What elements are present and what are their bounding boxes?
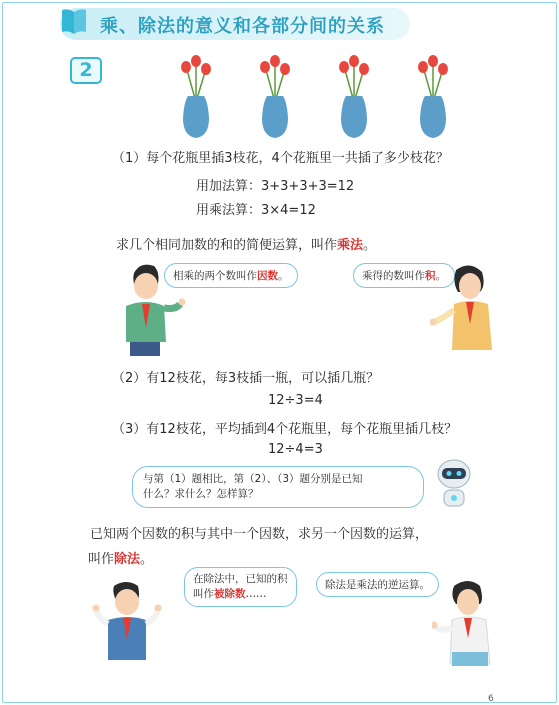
girl-student-illustration-2 [432,578,498,670]
division-definition-line1: 已知两个因数的积与其中一个因数，求另一个因数的运算， [90,527,429,542]
division-definition-line2: 叫作除法。 [88,552,154,567]
girl-student-illustration [430,262,500,358]
speech-bubble-inverse: 除法是乘法的逆运算。 [316,572,439,597]
boy-student-illustration-2 [92,578,164,670]
robot-illustration [432,458,476,512]
section-number-badge: 2 [70,57,102,84]
question-1: （1）每个花瓶里插3枝花，4个花瓶里一共插了多少枝花？ [112,151,449,166]
page-number: 6 [488,694,494,704]
division-equation-2: 12÷4=3 [268,442,323,457]
flower-vase-1 [173,52,219,140]
flower-vase-4 [410,52,456,140]
flower-vase-2 [252,52,298,140]
multiplication-equation: 用乘法算：3×4=12 [196,203,316,218]
question-2: （2）有12枝花，每3枝插一瓶，可以插几瓶？ [112,371,380,386]
term-dividend: 被除数 [214,588,246,600]
term-multiplication: 乘法 [337,238,364,253]
addition-equation: 用加法算：3+3+3+3=12 [196,179,355,194]
speech-bubble-robot: 与第（1）题相比，第（2）、（3）题分别是已知 什么？求什么？怎样算？ [132,466,424,508]
division-equation-1: 12÷3=4 [268,393,323,408]
speech-bubble-dividend: 在除法中，已知的积 叫作被除数…… [184,567,297,607]
term-division: 除法 [114,552,141,567]
flower-vase-3 [331,52,377,140]
multiplication-definition: 求几个相同加数的和的简便运算，叫作乘法。 [116,238,377,253]
term-factor: 因数 [257,270,278,282]
page-title: 乘、除法的意义和各部分间的关系 [100,16,385,37]
speech-bubble-product: 乘得的数叫作积。 [353,263,455,288]
term-product: 积 [425,270,436,282]
book-icon [60,6,88,36]
speech-bubble-factor: 相乘的两个数叫作因数。 [164,263,298,288]
question-3: （3）有12枝花，平均插到4个花瓶里，每个花瓶里插几枝？ [112,422,458,437]
